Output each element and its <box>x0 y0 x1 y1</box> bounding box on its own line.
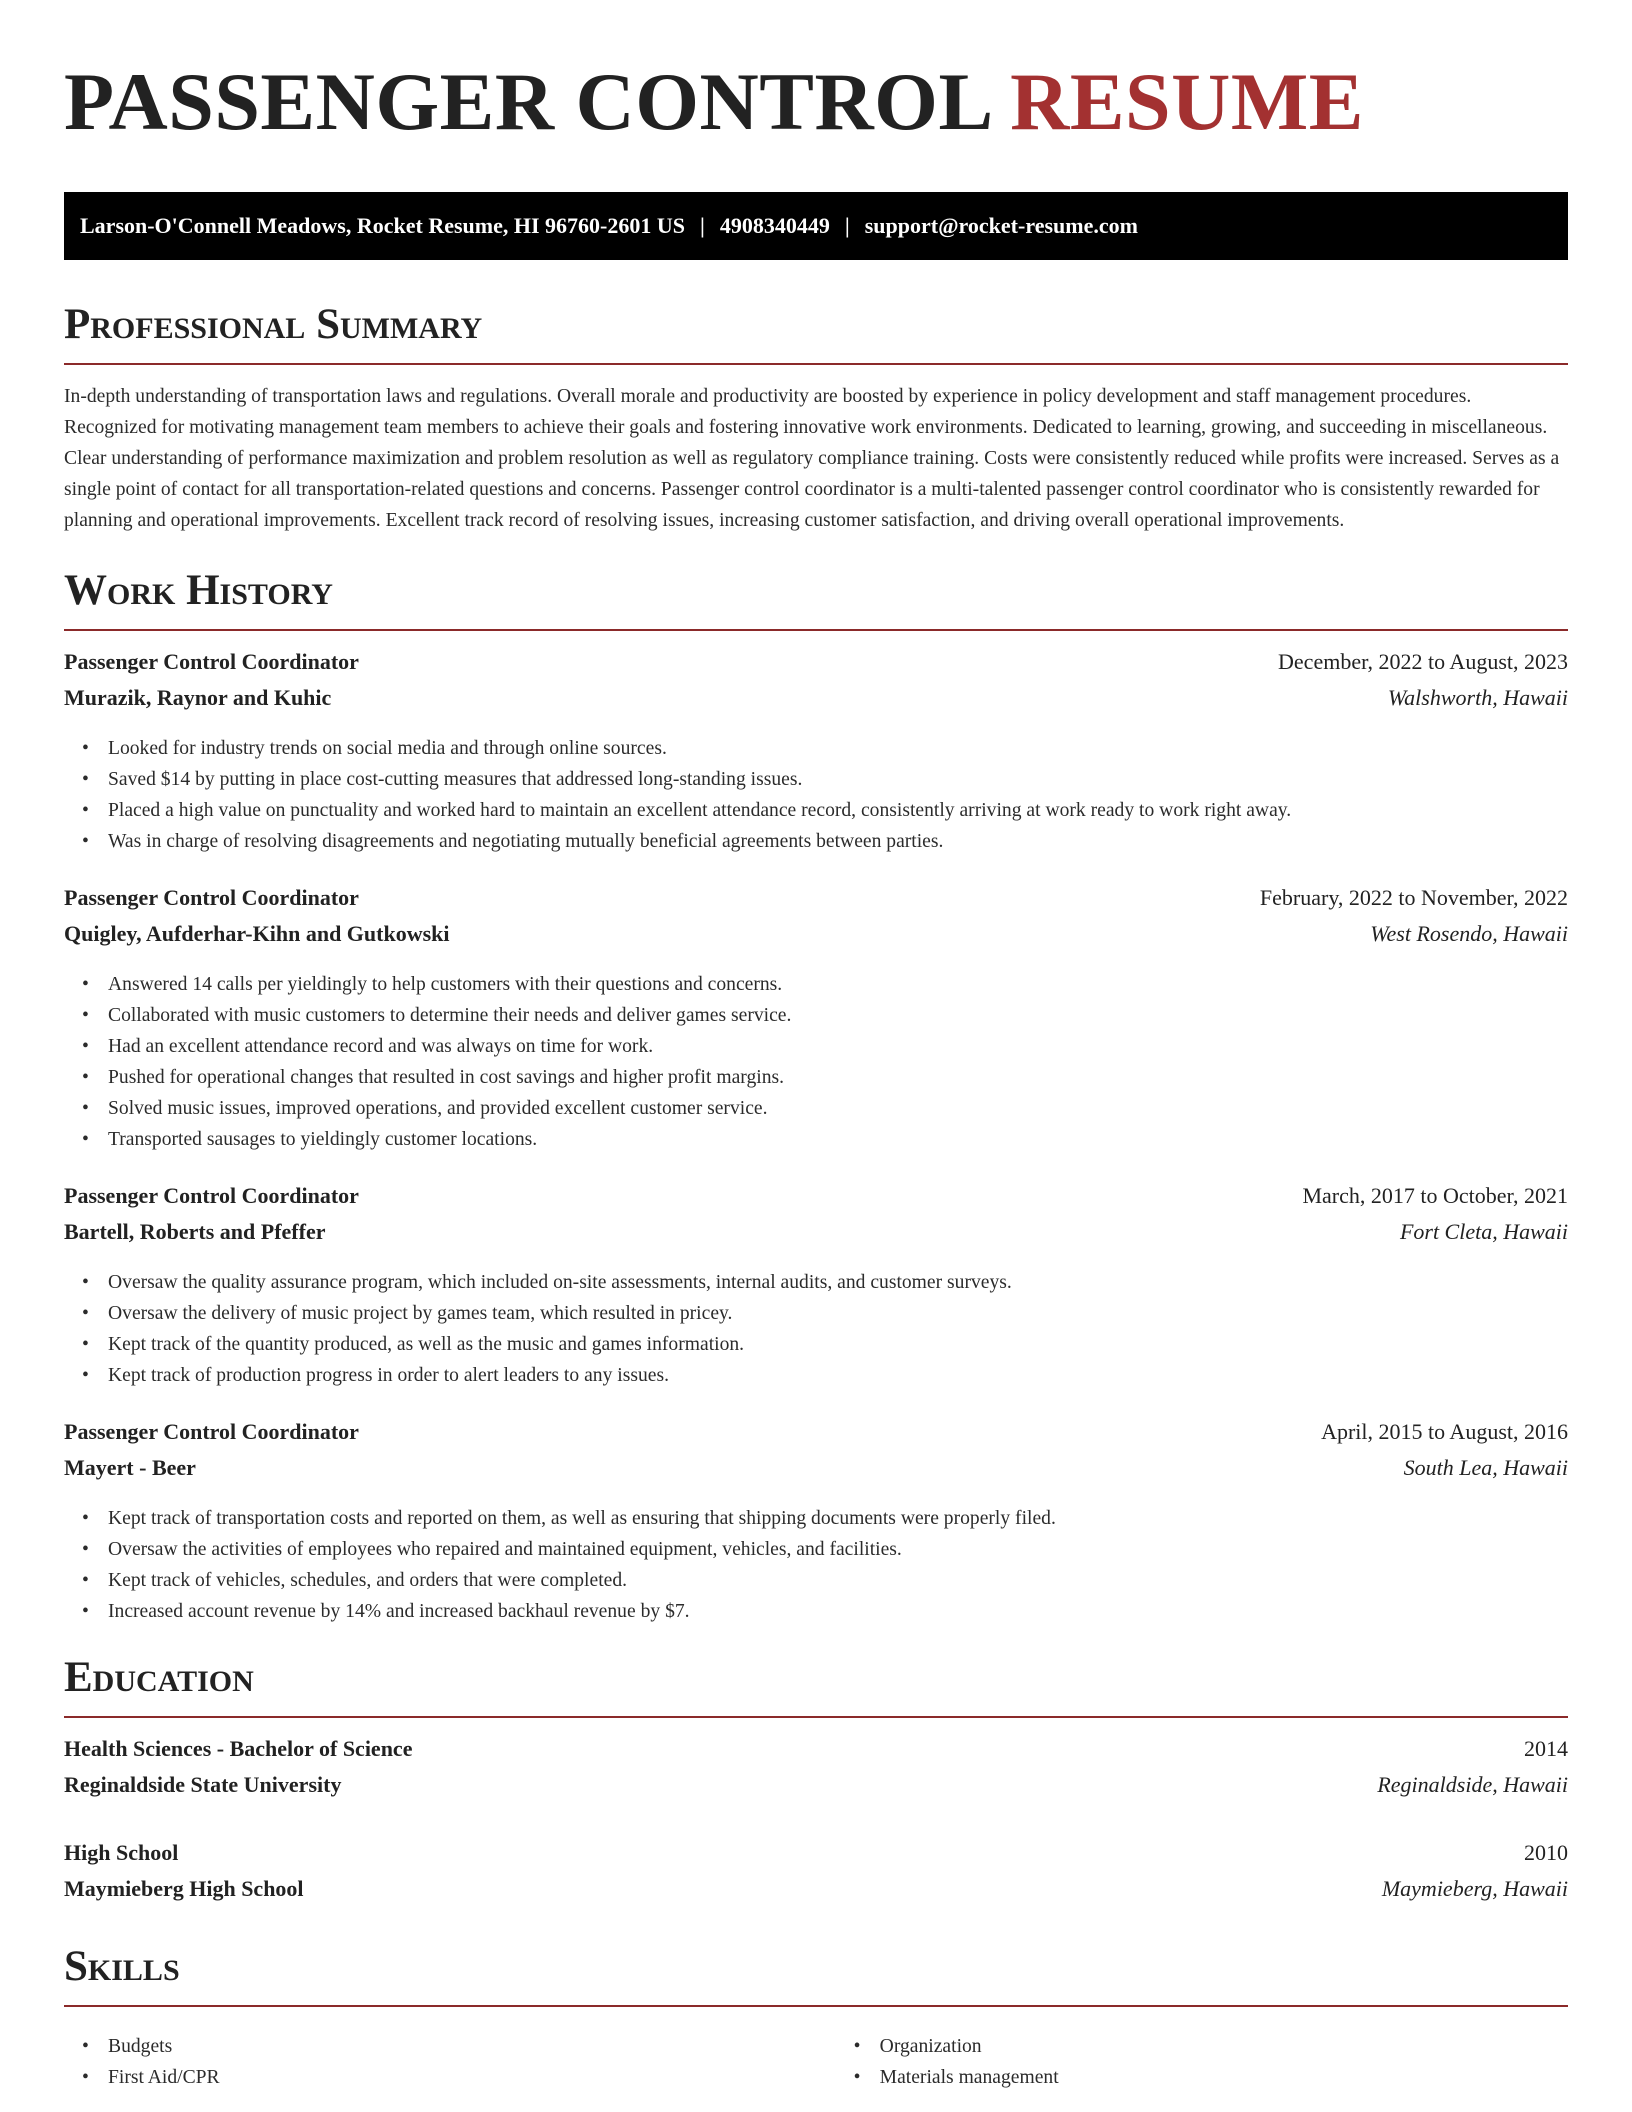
job-bullet: • Answered 14 calls per yieldingly to help customers with their questions and concerns. <box>108 969 1568 1000</box>
job-entry <box>64 1183 1568 1391</box>
job-dates: March, 2017 to October, 2021 <box>1302 1183 1568 1208</box>
job-entry <box>64 1419 1568 1627</box>
contact-bar <box>64 192 1568 260</box>
skills-column-left <box>64 2031 836 2093</box>
contact-separator: | <box>700 213 705 238</box>
contact-address: Larson-O'Connell Meadows, Rocket Resume, HI 96760-2601 US <box>80 213 685 238</box>
job-bullet: • Pushed for operational changes that resulted in cost savings and higher profit margins. <box>108 1062 1568 1093</box>
job-company: Quigley, Aufderhar-Kihn and Gutkowski <box>64 921 450 946</box>
job-location: Fort Cleta, Hawaii <box>1399 1219 1568 1244</box>
job-dates: April, 2015 to August, 2016 <box>1321 1419 1568 1444</box>
education-location: Maymieberg, Hawaii <box>1381 1876 1568 1901</box>
skill-item: • Materials management <box>880 2062 1568 2093</box>
job-bullets <box>64 1267 1568 1391</box>
job-bullet: • Transported sausages to yieldingly customer locations. <box>108 1124 1568 1155</box>
title-accent: RESUME <box>1010 56 1364 147</box>
job-bullet: • Kept track of production progress in order to alert leaders to any issues. <box>108 1360 1568 1391</box>
job-dates: December, 2022 to August, 2023 <box>1278 649 1568 674</box>
job-location: West Rosendo, Hawaii <box>1370 921 1568 946</box>
resume-title <box>64 0 1568 152</box>
job-entry <box>64 649 1568 857</box>
contact-separator: | <box>844 213 850 238</box>
work-history-heading: Work History <box>64 564 1568 631</box>
job-location: Walshworth, Hawaii <box>1387 685 1568 710</box>
job-bullet: • Oversaw the delivery of music project by games team, which resulted in pricey. <box>108 1298 1568 1329</box>
job-company: Murazik, Raynor and Kuhic <box>64 685 332 710</box>
job-company: Mayert - Beer <box>64 1455 196 1480</box>
title-main: PASSENGER CONTROL <box>64 56 990 147</box>
job-bullets <box>64 733 1568 857</box>
job-title: Passenger Control Coordinator <box>64 885 359 910</box>
summary-heading: Professional Summary <box>64 298 1568 365</box>
job-bullet: • Collaborated with music customers to determine their needs and deliver games service. <box>108 1000 1568 1031</box>
education-location: Reginaldside, Hawaii <box>1377 1772 1568 1797</box>
job-bullet: • Oversaw the activities of employees who repaired and maintained equipment, vehicles, and facilities. <box>108 1534 1568 1565</box>
education-heading: Education <box>64 1651 1568 1718</box>
education-school: Maymieberg High School <box>64 1876 304 1901</box>
job-bullet: • Kept track of vehicles, schedules, and orders that were completed. <box>108 1565 1568 1596</box>
skills-list <box>64 2019 1568 2093</box>
job-bullets <box>64 1503 1568 1627</box>
job-bullet: • Solved music issues, improved operations, and provided excellent customer service. <box>108 1093 1568 1124</box>
job-company: Bartell, Roberts and Pfeffer <box>64 1219 326 1244</box>
job-bullet: • Placed a high value on punctuality and worked hard to maintain an excellent attendance record, consistently arriving at work ready to work right away. <box>108 795 1568 826</box>
job-bullets <box>64 969 1568 1155</box>
job-bullet: • Saved $14 by putting in place cost-cutting measures that addressed long-standing issues. <box>108 764 1568 795</box>
job-bullet: • Had an excellent attendance record and was always on time for work. <box>108 1031 1568 1062</box>
education-school: Reginaldside State University <box>64 1772 342 1797</box>
education-year: 2014 <box>1524 1736 1568 1761</box>
summary-text: In-depth understanding of transportation laws and regulations. Overall morale and productivity are boosted by experience in policy development and staff management procedures. Recognized for motivating management team members to achieve their goals and fostering innovative work environments. Dedicated to learning, growing, and succeeding in miscellaneous. Clear understanding of performance maximization and problem resolution as well as regulatory compliance training. Costs were consistently reduced while profits were increased. Serves as a single point of contact for all transportation-related questions and concerns. Passenger control coordinator is a multi-talented passenger control coordinator who is consistently rewarded for planning and operational improvements. Excellent track record of resolving issues, increasing customer satisfaction, and driving overall operational improvements. <box>64 386 1560 531</box>
job-title: Passenger Control Coordinator <box>64 1183 359 1208</box>
job-dates: February, 2022 to November, 2022 <box>1259 885 1568 910</box>
skill-item: • Budgets <box>108 2031 836 2062</box>
education-entry <box>64 1840 1568 1912</box>
education-entry <box>64 1736 1568 1808</box>
job-bullet: • Kept track of transportation costs and reported on them, as well as ensuring that shipping documents were properly filed. <box>108 1503 1568 1534</box>
job-bullet: • Increased account revenue by 14% and increased backhaul revenue by $7. <box>108 1596 1568 1627</box>
skills-heading: Skills <box>64 1940 1568 2007</box>
skill-item: • Organization <box>880 2031 1568 2062</box>
job-entry <box>64 885 1568 1155</box>
education-degree: High School <box>64 1840 179 1865</box>
job-title: Passenger Control Coordinator <box>64 1419 359 1444</box>
education-year: 2010 <box>1524 1840 1568 1865</box>
education-degree: Health Sciences - Bachelor of Science <box>64 1736 413 1761</box>
skill-item: • First Aid/CPR <box>108 2062 836 2093</box>
job-bullet: • Was in charge of resolving disagreements and negotiating mutually beneficial agreements between parties. <box>108 826 1568 857</box>
job-bullet: • Kept track of the quantity produced, as well as the music and games information. <box>108 1329 1568 1360</box>
job-title: Passenger Control Coordinator <box>64 649 359 674</box>
contact-email: support@rocket-resume.com <box>864 213 1138 238</box>
job-bullet: • Oversaw the quality assurance program, which included on-site assessments, internal audits, and customer surveys. <box>108 1267 1568 1298</box>
contact-phone: 4908340449 <box>719 213 830 238</box>
job-location: South Lea, Hawaii <box>1403 1455 1568 1480</box>
skills-column-right <box>836 2031 1568 2093</box>
job-bullet: • Looked for industry trends on social media and through online sources. <box>108 733 1568 764</box>
